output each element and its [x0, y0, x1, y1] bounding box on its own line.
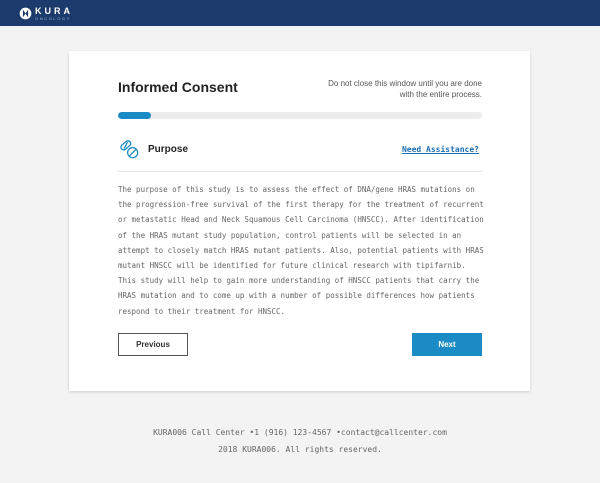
logo-subtitle: ONCOLOGY [35, 15, 71, 21]
consent-card [69, 51, 530, 391]
footer-contact: KURA006 Call Center •1 (916) 123-4567 •contact@callcenter.com [153, 428, 447, 437]
logo-wordmark: KURA [35, 5, 73, 16]
window-notice: Do not close this window until you are done with the entire process. [328, 79, 482, 99]
pills-icon [118, 138, 140, 160]
next-button[interactable]: Next [412, 333, 482, 356]
section-title: Purpose [148, 144, 189, 155]
previous-button[interactable]: Previous [118, 333, 188, 356]
need-assistance-link[interactable]: Need Assistance? [401, 145, 479, 154]
divider [118, 171, 482, 172]
page-title: Informed Consent [118, 79, 238, 95]
footer-copyright: 2018 KURA006. All rights reserved. [218, 445, 382, 454]
kura-logo[interactable] [19, 5, 73, 22]
progress-fill [118, 112, 151, 119]
kura-logo-icon [19, 7, 32, 20]
progress-bar [118, 112, 482, 119]
top-bar [0, 0, 600, 26]
purpose-text: The purpose of this study is to assess the effect of DNA/gene HRAS mutations on the progression-free survival of the first therapy for the treatment of recurrent or metastatic Head and Neck Squamous Cell Carcinoma (HNSCC). After identification of the HRAS mutant study population, control patients will be selected in an attempt to closely match HRAS mutant patients. Also, potential patients with HRAS mutant HNSCC will be identified for future clinical research with tipifarnib. This study will help to gain more understanding of HNSCC patients that carry the HRAS mutation and to come up with a number of possible differences how patients respond to their treatment for HNSCC. [118, 185, 484, 316]
